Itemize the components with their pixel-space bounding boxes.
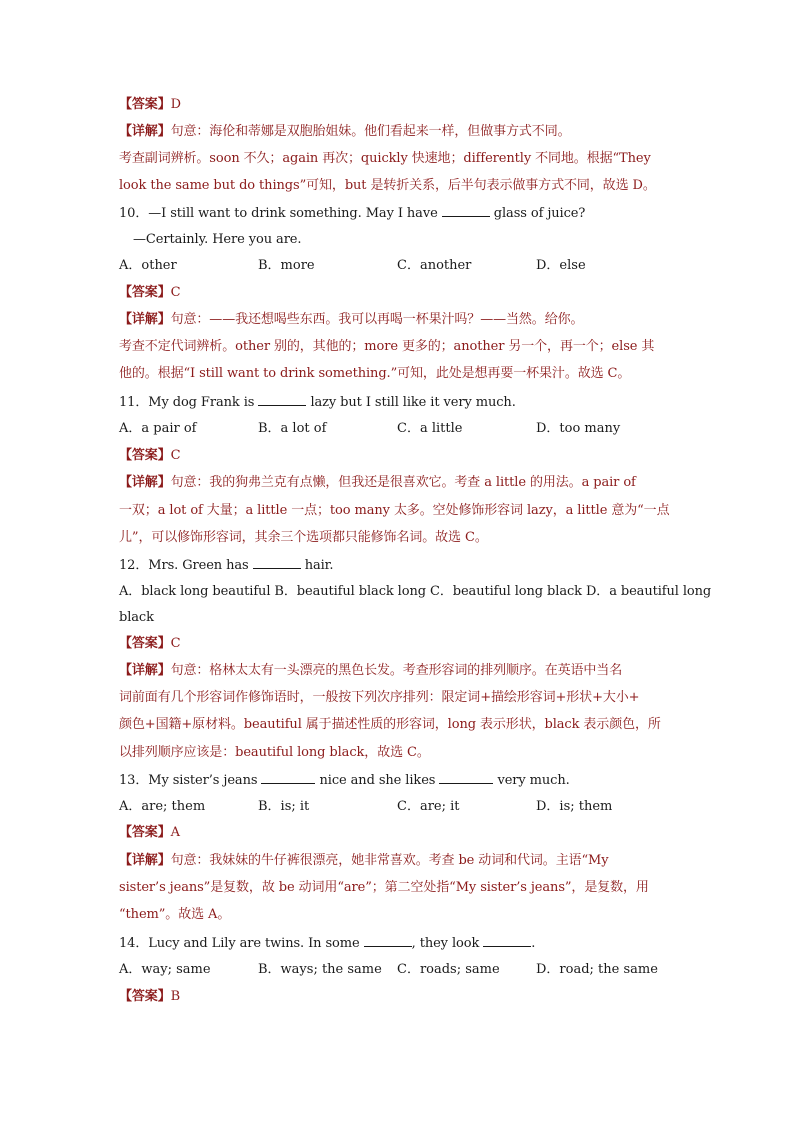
q13-detail-line-2: sister’s jeans”是复数，故 be 动词用“are”；第二空处指“My sister’s jeans”，是复数，用	[119, 880, 649, 895]
q11-stem: 11．My dog Frank is lazy but I still like it very much.	[119, 395, 516, 410]
q11-option-d: D．too many	[536, 421, 621, 436]
answer-blank	[439, 771, 493, 784]
q13-option-c: C．are; it	[397, 799, 460, 814]
q13-option-b: B．is; it	[258, 799, 310, 814]
q14-option-a: A．way; same	[119, 962, 211, 977]
q11-option-c: C．a little	[397, 421, 463, 436]
q12-detail-line-1: 【详解】句意：格林太太有一头漂亮的黑色长发。考查形容词的排列顺序。在英语中当名	[119, 663, 623, 678]
q14-answer: 【答案】B	[119, 989, 181, 1004]
q12-detail-line-2: 词前面有几个形容词作修饰语时，一般按下列次序排列：限定词+描绘形容词+形状+大小+	[119, 690, 640, 705]
q13-option-d: D．is; them	[536, 799, 613, 814]
q12-options: A．black long beautiful B．beautiful black long C．beautiful long black D．a beautiful long	[119, 584, 712, 599]
answer-blank	[261, 771, 315, 784]
q11-answer: 【答案】C	[119, 448, 181, 463]
q10-detail-line-3: 他的。根据“I still want to drink something.”可知，此处是想再要一杯果汁。故选 C。	[119, 366, 631, 381]
q11-option-b: B．a lot of	[258, 421, 327, 436]
answer-blank	[364, 934, 412, 947]
q10-option-a: A．other	[119, 258, 177, 273]
q12-detail-line-4: 以排列顺序应该是：beautiful long black，故选 C。	[119, 745, 430, 760]
q13-stem: 13．My sister’s jeans nice and she likes very much.	[119, 773, 570, 788]
q14-stem: 14．Lucy and Lily are twins. In some , they look .	[119, 936, 536, 951]
answer-blank	[483, 934, 531, 947]
q11-detail-line-3: 儿”，可以修饰形容词，其余三个选项都只能修饰名词。故选 C。	[119, 530, 488, 545]
q9-answer	[119, 96, 181, 114]
answer-blank	[253, 556, 301, 569]
q14-option-b: B．ways; the same	[258, 962, 382, 977]
q10-option-d: D．else	[536, 258, 586, 273]
q10-detail-line-1: 【详解】句意：——我还想喝些东西。我可以再喝一杯果汁吗？——当然。给你。	[119, 312, 584, 327]
q10-option-c: C．another	[397, 258, 472, 273]
q10-stem-line-2: —Certainly. Here you are.	[133, 232, 302, 247]
q10-answer: 【答案】C	[119, 285, 181, 300]
q13-detail-line-3: “them”。故选 A。	[119, 907, 231, 922]
q9-detail-line-2: 考查副词辨析。soon 不久；again 再次；quickly 快速地；differently 不同地。根据“They	[119, 151, 651, 166]
q14-option-d: D．road; the same	[536, 962, 658, 977]
q13-answer: 【答案】A	[119, 825, 180, 840]
q13-option-a: A．are; them	[119, 799, 206, 814]
q10-stem: 10．—I still want to drink something. May I have glass of juice?	[119, 206, 586, 221]
answer-blank	[442, 204, 490, 217]
answer-value: D	[170, 97, 181, 112]
q12-answer: 【答案】C	[119, 636, 181, 651]
q10-option-b: B．more	[258, 258, 315, 273]
answer-blank	[258, 393, 306, 406]
q12-options-wrap: black	[119, 610, 154, 625]
q12-detail-line-3: 颜色+国籍+原材料。beautiful 属于描述性质的形容词，long 表示形状，black 表示颜色，所	[119, 717, 661, 732]
q14-option-c: C．roads; same	[397, 962, 500, 977]
q13-detail-line-1: 【详解】句意：我妹妹的牛仔裤很漂亮，她非常喜欢。考查 be 动词和代词。主语“My	[119, 853, 609, 868]
q11-detail-line-1: 【详解】句意：我的狗弗兰克有点懒，但我还是很喜欢它。考查 a little 的用法。a pair of	[119, 475, 636, 490]
q9-detail-line-3: look the same but do things”可知，but 是转折关系，后半句表示做事方式不同，故选 D。	[119, 178, 656, 193]
q9-detail-line-1: 【详解】句意：海伦和蒂娜是双胞胎姐妹。他们看起来一样，但做事方式不同。	[119, 124, 571, 139]
q11-option-a: A．a pair of	[119, 421, 197, 436]
q11-detail-line-2: 一双；a lot of 大量；a little 一点；too many 太多。空处修饰形容词 lazy，a little 意为“一点	[119, 503, 670, 518]
q10-detail-line-2: 考查不定代词辨析。other 别的，其他的；more 更多的；another 另一个，再一个；else 其	[119, 339, 655, 354]
detail-tag: 【详解】	[119, 124, 171, 139]
q12-stem: 12．Mrs. Green has hair.	[119, 558, 334, 573]
answer-tag: 【答案】	[119, 97, 171, 112]
